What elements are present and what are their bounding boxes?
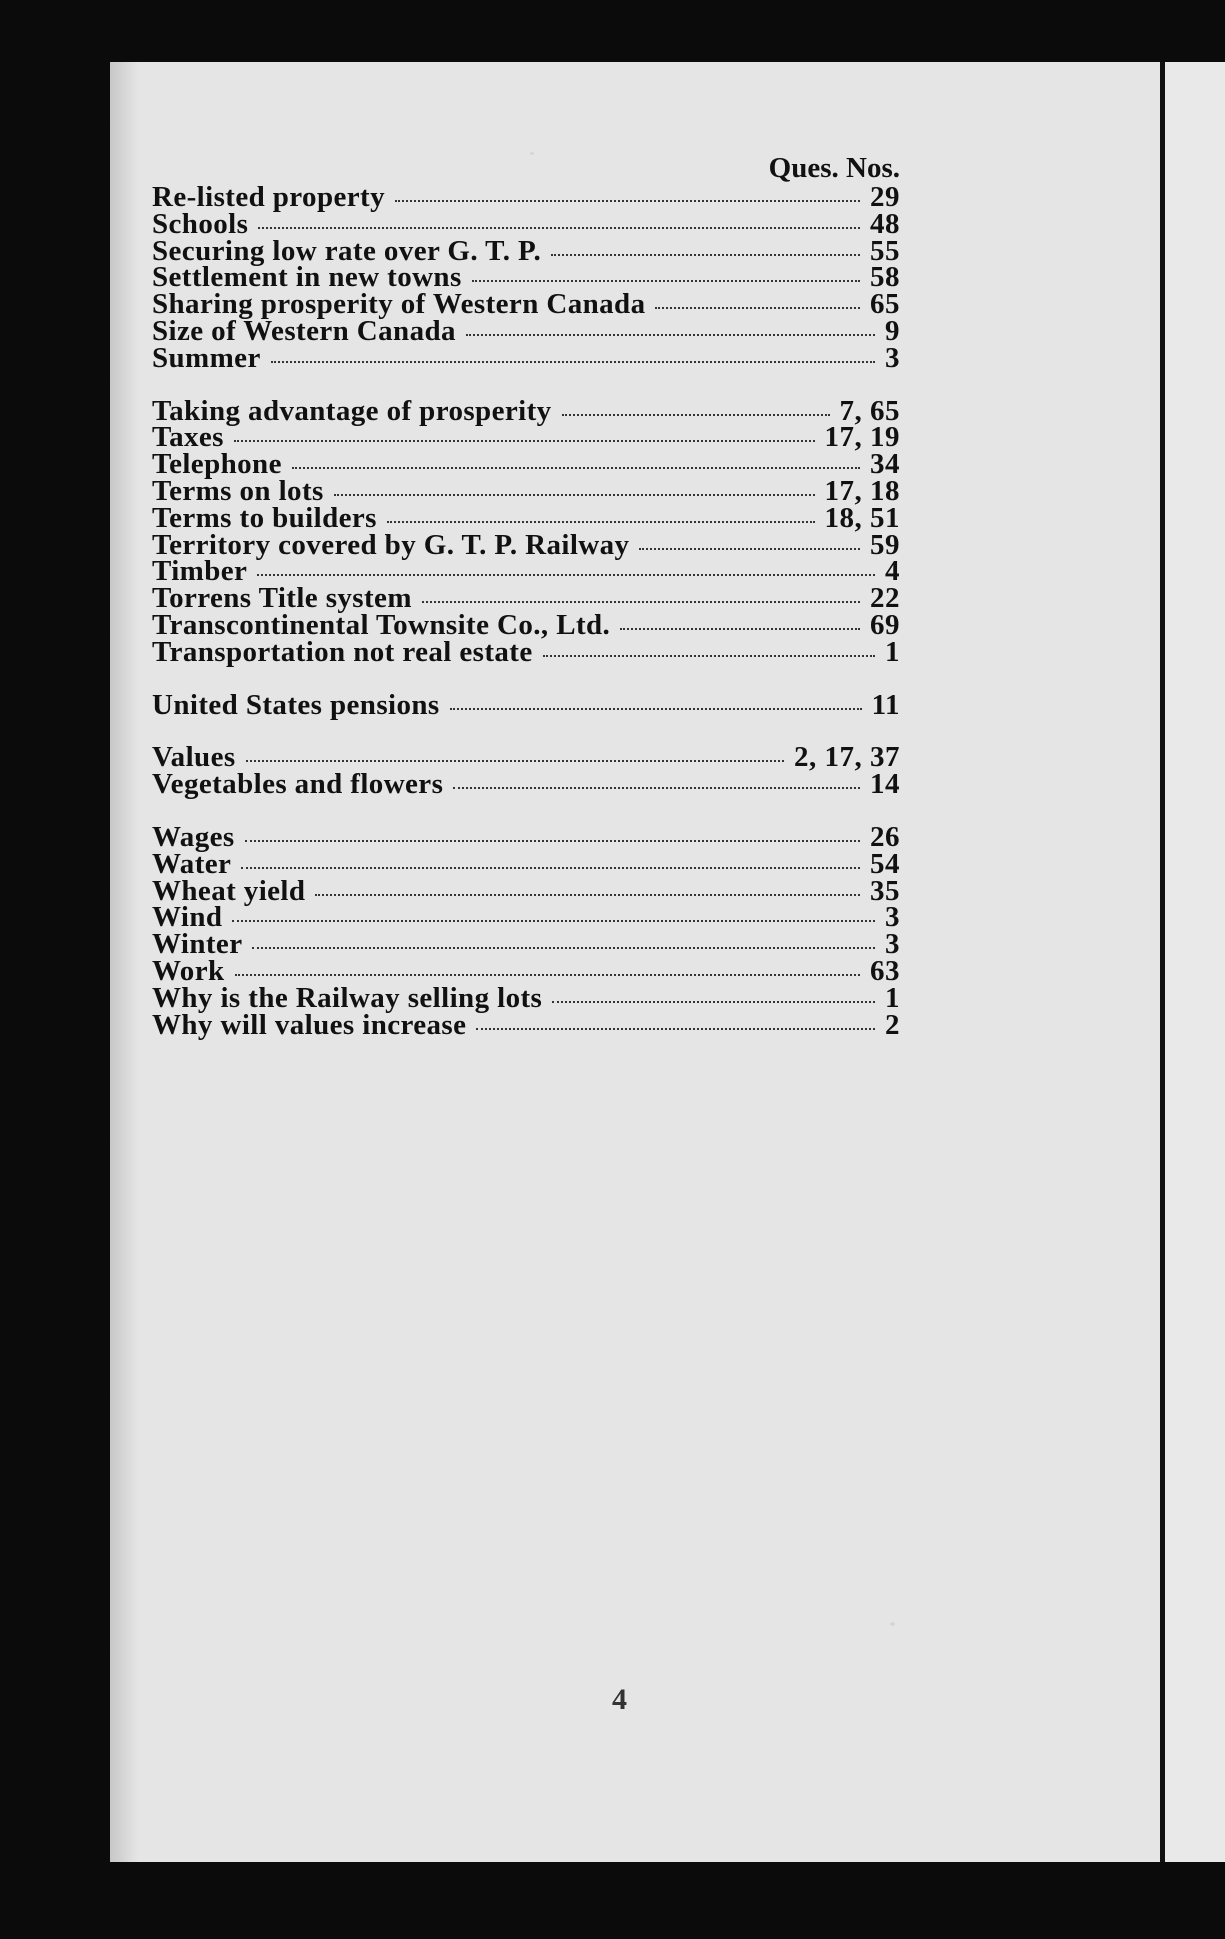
dot-leader	[387, 521, 815, 523]
index-group	[152, 394, 900, 668]
index-term: Territory covered by G. T. P. Railway	[152, 528, 630, 561]
index-term: Torrens Title system	[152, 582, 412, 615]
question-numbers: 59	[870, 528, 900, 561]
index-term: Winter	[152, 928, 243, 961]
index-group	[152, 688, 900, 721]
paper-speck	[890, 1622, 895, 1626]
dot-leader	[235, 974, 861, 976]
index-entry	[152, 314, 900, 347]
question-numbers: 14	[870, 768, 900, 801]
index-term: Taxes	[152, 421, 224, 454]
index-term: Transportation not real estate	[152, 635, 533, 668]
question-numbers: 34	[870, 448, 900, 481]
index-term: Transcontinental Townsite Co., Ltd.	[152, 608, 611, 641]
dot-leader	[543, 655, 875, 657]
dot-leader	[292, 467, 860, 469]
dot-leader	[552, 1001, 875, 1003]
question-numbers: 54	[870, 847, 900, 880]
index-entry	[152, 901, 900, 934]
question-numbers: 9	[885, 314, 900, 347]
dot-leader	[232, 920, 875, 922]
index-entry	[152, 582, 900, 615]
question-numbers: 17, 18	[824, 474, 900, 507]
index-entry	[152, 234, 900, 267]
index-entry	[152, 981, 900, 1014]
index-entry	[152, 474, 900, 507]
index-group	[152, 741, 900, 801]
question-numbers: 55	[870, 234, 900, 267]
dot-leader	[472, 280, 860, 282]
dot-leader	[245, 840, 860, 842]
subject-index	[152, 152, 900, 1064]
dot-leader	[655, 307, 860, 309]
index-term: Vegetables and flowers	[152, 768, 444, 801]
index-groups	[152, 181, 900, 1041]
index-term: Timber	[152, 555, 248, 588]
question-numbers: 4	[885, 555, 900, 588]
dot-leader	[453, 787, 860, 789]
index-entry	[152, 501, 900, 534]
index-group	[152, 820, 900, 1041]
index-term: Securing low rate over G. T. P.	[152, 234, 542, 267]
question-numbers: 2, 17, 37	[794, 741, 900, 774]
index-entry	[152, 1008, 900, 1041]
index-entry	[152, 741, 900, 774]
dot-leader	[551, 254, 860, 256]
index-term: Wheat yield	[152, 874, 306, 907]
dot-leader	[271, 361, 875, 363]
index-term: Work	[152, 954, 225, 987]
question-numbers: 2	[885, 1008, 900, 1041]
index-term: Terms on lots	[152, 474, 324, 507]
question-numbers: 48	[870, 207, 900, 240]
dot-leader	[246, 760, 784, 762]
dot-leader	[422, 601, 860, 603]
question-numbers: 3	[885, 928, 900, 961]
index-term: Summer	[152, 341, 261, 374]
dot-leader	[562, 414, 830, 416]
dot-leader	[466, 334, 875, 336]
index-term: Size of Western Canada	[152, 314, 456, 347]
dot-leader	[241, 867, 860, 869]
index-entry	[152, 555, 900, 588]
question-numbers: 63	[870, 954, 900, 987]
question-numbers: 29	[870, 181, 900, 213]
dot-leader	[334, 494, 815, 496]
index-term: Why will values increase	[152, 1008, 467, 1041]
question-numbers: 58	[870, 261, 900, 294]
index-term: Taking advantage of prosperity	[152, 394, 552, 427]
dot-leader	[476, 1028, 875, 1030]
question-numbers: 11	[871, 688, 900, 721]
index-group	[152, 181, 900, 374]
question-numbers: 1	[885, 981, 900, 1014]
question-numbers: 1	[885, 635, 900, 668]
index-term: Telephone	[152, 448, 282, 481]
question-numbers: 26	[870, 820, 900, 853]
index-term: Wind	[152, 901, 223, 934]
index-term: Water	[152, 847, 232, 880]
index-entry	[152, 847, 900, 880]
index-entry	[152, 448, 900, 481]
index-term: Why is the Railway selling lots	[152, 981, 543, 1014]
index-entry	[152, 635, 900, 668]
index-entry	[152, 688, 900, 721]
dot-leader	[252, 947, 875, 949]
dot-leader	[639, 548, 860, 550]
index-term: Values	[152, 741, 236, 774]
index-term: Wages	[152, 820, 235, 853]
dot-leader	[450, 708, 862, 710]
dot-leader	[234, 440, 815, 442]
question-numbers: 35	[870, 874, 900, 907]
question-numbers: 22	[870, 582, 900, 615]
index-entry	[152, 288, 900, 321]
index-entry	[152, 181, 900, 213]
index-term: Re-listed property	[152, 181, 385, 213]
dot-leader	[620, 628, 860, 630]
dot-leader	[257, 574, 875, 576]
index-term: Schools	[152, 207, 249, 240]
column-header: Ques. Nos.	[768, 152, 900, 184]
dot-leader	[395, 200, 860, 202]
index-entry	[152, 421, 900, 454]
page-edge-shadow	[110, 62, 138, 1862]
index-entry	[152, 768, 900, 801]
dot-leader	[258, 227, 860, 229]
question-numbers: 65	[870, 288, 900, 321]
index-entry	[152, 954, 900, 987]
index-term: Terms to builders	[152, 501, 377, 534]
question-numbers: 3	[885, 901, 900, 934]
facing-page-edge	[1165, 62, 1225, 1862]
question-numbers: 18, 51	[824, 501, 900, 534]
index-term: Sharing prosperity of Western Canada	[152, 288, 646, 321]
question-numbers: 69	[870, 608, 900, 641]
index-term: Settlement in new towns	[152, 261, 462, 294]
question-numbers: 7, 65	[839, 394, 900, 427]
index-entry	[152, 207, 900, 240]
index-entry	[152, 261, 900, 294]
page-number: 4	[612, 1683, 627, 1716]
index-entry	[152, 394, 900, 427]
index-entry	[152, 528, 900, 561]
index-entry	[152, 928, 900, 961]
index-term: United States pensions	[152, 688, 440, 721]
dot-leader	[315, 894, 860, 896]
index-entry	[152, 341, 900, 374]
index-entry	[152, 608, 900, 641]
question-numbers: 17, 19	[824, 421, 900, 454]
index-entry	[152, 820, 900, 853]
question-numbers: 3	[885, 341, 900, 374]
index-entry	[152, 874, 900, 907]
